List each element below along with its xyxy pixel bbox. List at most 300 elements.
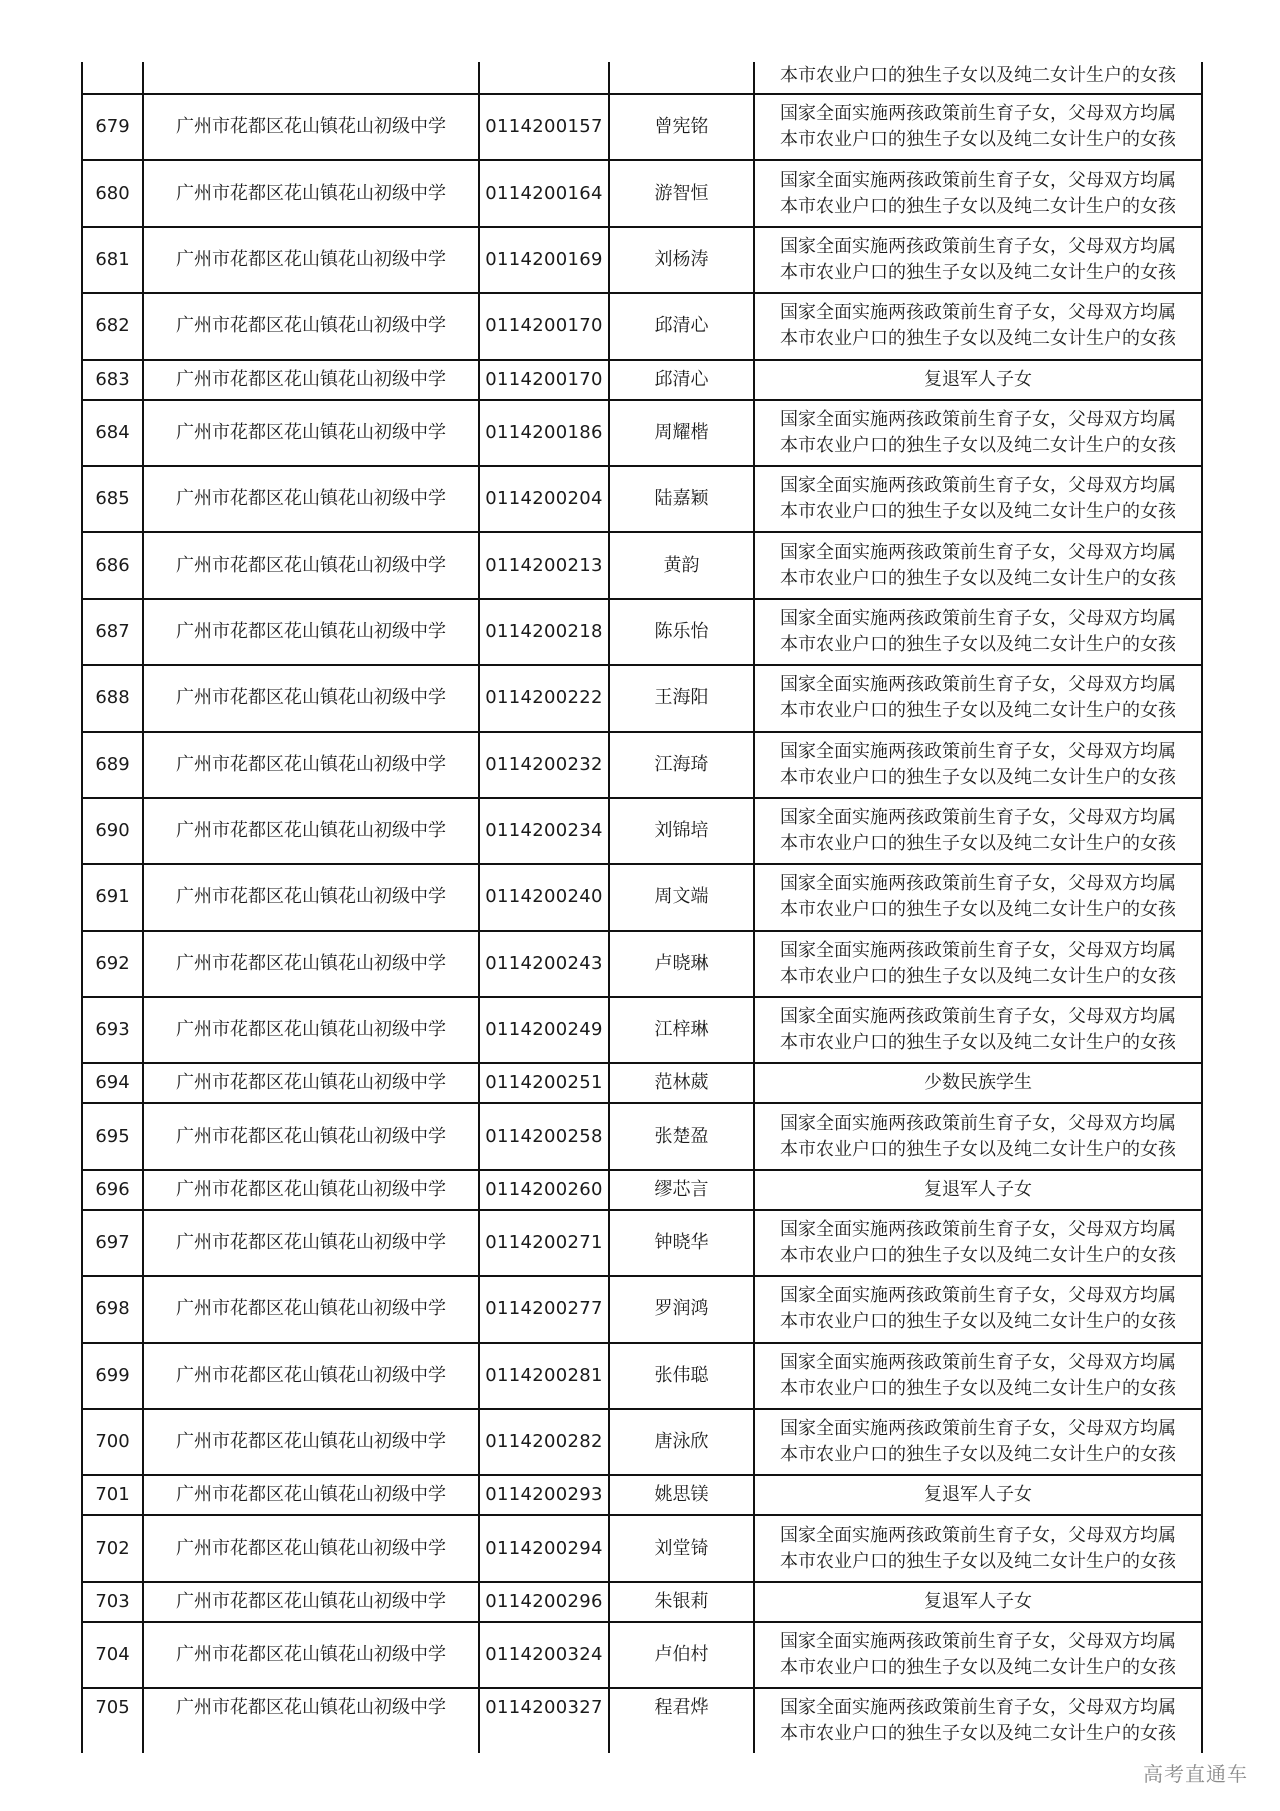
cell-no	[83, 1410, 144, 1474]
category-line-1: 复退军人子女	[924, 368, 1032, 390]
cell-no	[83, 95, 144, 159]
student-id: 0114200213	[485, 554, 603, 576]
school-name: 广州市花都区花山镇花山初级中学	[176, 1125, 446, 1147]
cell-no	[83, 865, 144, 929]
school-name: 广州市花都区花山镇花山初级中学	[176, 1697, 446, 1719]
category-line-1: 国家全面实施两孩政策前生育子女，父母双方均属	[780, 1351, 1176, 1373]
table-row	[83, 1277, 1201, 1343]
cell-name	[610, 533, 755, 597]
category-line-2: 本市农业户口的独生子女以及纯二女计生户的女孩	[780, 633, 1176, 655]
cell-no	[83, 1476, 144, 1514]
category-line-2: 本市农业户口的独生子女以及纯二女计生户的女孩	[780, 899, 1176, 921]
cell-school	[144, 294, 480, 358]
cell-student-id	[480, 294, 610, 358]
cell-no	[83, 1623, 144, 1687]
category-line-1: 国家全面实施两孩政策前生育子女，父母双方均属	[780, 1006, 1176, 1028]
category-line-1: 国家全面实施两孩政策前生育子女，父母双方均属	[780, 475, 1176, 497]
row-number: 684	[95, 421, 130, 443]
cell-school	[144, 932, 480, 996]
category-line-1: 国家全面实施两孩政策前生育子女，父母双方均属	[780, 873, 1176, 895]
category-line-1: 国家全面实施两孩政策前生育子女，父母双方均属	[780, 1631, 1176, 1652]
student-name: 张伟聪	[654, 1364, 709, 1386]
row-number: 704	[95, 1644, 130, 1665]
cell-no	[83, 294, 144, 358]
cell-no	[83, 161, 144, 225]
table-row	[83, 666, 1201, 732]
cell-name	[610, 932, 755, 996]
category-line-2: 本市农业户口的独生子女以及纯二女计生户的女孩	[780, 1444, 1176, 1466]
student-name: 刘锦培	[654, 820, 709, 842]
cell-category	[755, 1623, 1201, 1687]
row-number: 682	[95, 315, 130, 337]
category-line-1: 国家全面实施两孩政策前生育子女，父母双方均属	[780, 1524, 1176, 1546]
cell-student-id	[480, 865, 610, 929]
cell-name	[610, 294, 755, 358]
category-line-1: 少数民族学生	[924, 1072, 1032, 1094]
category-line-1: 国家全面实施两孩政策前生育子女，父母双方均属	[780, 1697, 1176, 1719]
cell-category	[755, 161, 1201, 225]
row-number: 697	[95, 1232, 130, 1254]
student-id: 0114200170	[485, 315, 603, 337]
school-name: 广州市花都区花山镇花山初级中学	[176, 1537, 446, 1559]
school-name: 广州市花都区花山镇花山初级中学	[176, 1431, 446, 1453]
cell-school	[144, 666, 480, 730]
cell-category	[755, 1171, 1201, 1209]
cell-name	[610, 1277, 755, 1341]
cell-category	[755, 1344, 1201, 1408]
category-line-2: 本市农业户口的独生子女以及纯二女计生户的女孩	[780, 1138, 1176, 1160]
category-line-1: 复退军人子女	[924, 1590, 1032, 1612]
cell-no	[83, 533, 144, 597]
category-line-2: 本市农业户口的独生子女以及纯二女计生户的女孩	[780, 567, 1176, 589]
cell-name	[610, 1583, 755, 1621]
cell-no	[83, 1344, 144, 1408]
cell-school	[144, 1104, 480, 1168]
category-line-1: 国家全面实施两孩政策前生育子女，父母双方均属	[780, 939, 1176, 961]
cell-category	[755, 361, 1201, 399]
student-name: 卢伯村	[654, 1644, 709, 1665]
cell-student-id	[480, 361, 610, 399]
student-name: 邱清心	[654, 368, 709, 390]
school-name: 广州市花都区花山镇花山初级中学	[176, 886, 446, 908]
cell-category	[755, 62, 1201, 93]
cell-name	[610, 600, 755, 664]
cell-category	[755, 799, 1201, 863]
student-id: 0114200281	[485, 1364, 603, 1386]
cell-no	[83, 1583, 144, 1621]
category-line-2: 本市农业户口的独生子女以及纯二女计生户的女孩	[780, 1377, 1176, 1399]
category-line-2: 本市农业户口的独生子女以及纯二女计生户的女孩	[780, 1311, 1176, 1333]
cell-no	[83, 361, 144, 399]
category-line-2: 本市农业户口的独生子女以及纯二女计生户的女孩	[780, 195, 1176, 217]
cell-school	[144, 533, 480, 597]
table-row	[83, 1064, 1201, 1104]
category-line-1: 复退军人子女	[924, 1484, 1032, 1506]
cell-school	[144, 401, 480, 465]
cell-school	[144, 1344, 480, 1408]
student-name: 王海阳	[654, 687, 709, 709]
cell-no	[83, 467, 144, 531]
cell-no	[83, 733, 144, 797]
cell-school	[144, 865, 480, 929]
cell-school	[144, 228, 480, 292]
category-line-1: 国家全面实施两孩政策前生育子女，父母双方均属	[780, 1418, 1176, 1440]
student-id: 0114200296	[485, 1590, 603, 1612]
cell-no	[83, 1064, 144, 1102]
cell-school	[144, 1689, 480, 1753]
cell-name	[610, 62, 755, 93]
cell-school	[144, 600, 480, 664]
cell-student-id	[480, 1344, 610, 1408]
school-name: 广州市花都区花山镇花山初级中学	[176, 1298, 446, 1320]
school-name: 广州市花都区花山镇花山初级中学	[176, 315, 446, 337]
student-name: 周耀楷	[654, 421, 709, 443]
student-id: 0114200243	[485, 952, 603, 974]
cell-school	[144, 1623, 480, 1687]
category-line-2: 本市农业户口的独生子女以及纯二女计生户的女孩	[780, 129, 1176, 151]
cell-category	[755, 1516, 1201, 1580]
row-number: 687	[95, 620, 130, 642]
cell-school	[144, 1211, 480, 1275]
cell-category	[755, 1211, 1201, 1275]
cell-category	[755, 1064, 1201, 1102]
cell-name	[610, 666, 755, 730]
row-number: 681	[95, 248, 130, 270]
student-id: 0114200164	[485, 182, 603, 204]
cell-student-id	[480, 733, 610, 797]
row-number: 683	[95, 368, 130, 390]
school-name: 广州市花都区花山镇花山初级中学	[176, 1019, 446, 1041]
student-name: 姚思镁	[654, 1484, 709, 1506]
category-line-1: 国家全面实施两孩政策前生育子女，父母双方均属	[780, 1219, 1176, 1241]
cell-category	[755, 294, 1201, 358]
cell-no	[83, 62, 144, 93]
row-number: 689	[95, 753, 130, 775]
category-line-2: 本市农业户口的独生子女以及纯二女计生户的女孩	[780, 833, 1176, 855]
row-number: 705	[95, 1697, 130, 1719]
table-row	[83, 401, 1201, 467]
student-id: 0114200294	[485, 1537, 603, 1559]
cell-name	[610, 1476, 755, 1514]
student-name: 曾宪铭	[654, 116, 709, 138]
cell-name	[610, 1064, 755, 1102]
table-row	[83, 533, 1201, 599]
school-name: 广州市花都区花山镇花山初级中学	[176, 488, 446, 510]
cell-category	[755, 932, 1201, 996]
school-name: 广州市花都区花山镇花山初级中学	[176, 368, 446, 390]
student-id: 0114200251	[485, 1072, 603, 1094]
student-id: 0114200170	[485, 368, 603, 390]
school-name: 广州市花都区花山镇花山初级中学	[176, 620, 446, 642]
category-line-1: 国家全面实施两孩政策前生育子女，父母双方均属	[780, 235, 1176, 257]
table-row	[83, 294, 1201, 360]
cell-student-id	[480, 228, 610, 292]
student-id: 0114200186	[485, 421, 603, 443]
cell-name	[610, 1410, 755, 1474]
student-name: 游智恒	[654, 182, 709, 204]
cell-category	[755, 533, 1201, 597]
cell-school	[144, 361, 480, 399]
student-name: 缪芯言	[654, 1178, 709, 1200]
table-row	[83, 161, 1201, 227]
row-number: 685	[95, 488, 130, 510]
cell-name	[610, 998, 755, 1062]
row-number: 680	[95, 182, 130, 204]
cell-student-id	[480, 62, 610, 93]
cell-category	[755, 228, 1201, 292]
cell-category	[755, 733, 1201, 797]
cell-name	[610, 1516, 755, 1580]
cell-school	[144, 733, 480, 797]
cell-student-id	[480, 600, 610, 664]
student-name: 江梓琳	[654, 1019, 709, 1041]
cell-category	[755, 865, 1201, 929]
cell-student-id	[480, 1410, 610, 1474]
row-number: 699	[95, 1364, 130, 1386]
cell-category	[755, 998, 1201, 1062]
student-id: 0114200169	[485, 248, 603, 270]
cell-school	[144, 1171, 480, 1209]
cell-category	[755, 1277, 1201, 1341]
student-list-table	[81, 62, 1203, 1753]
cell-student-id	[480, 1476, 610, 1514]
category-line-1: 国家全面实施两孩政策前生育子女，父母双方均属	[780, 607, 1176, 629]
row-number: 679	[95, 116, 130, 138]
cell-student-id	[480, 998, 610, 1062]
table-row	[83, 361, 1201, 401]
student-id: 0114200282	[485, 1431, 603, 1453]
table-row	[83, 1689, 1201, 1753]
cell-student-id	[480, 467, 610, 531]
cell-name	[610, 865, 755, 929]
cell-no	[83, 600, 144, 664]
cell-school	[144, 1516, 480, 1580]
category-line-1: 国家全面实施两孩政策前生育子女，父母双方均属	[780, 103, 1176, 125]
cell-no	[83, 1104, 144, 1168]
cell-category	[755, 467, 1201, 531]
cell-category	[755, 1104, 1201, 1168]
cell-school	[144, 161, 480, 225]
student-name: 刘杨涛	[654, 248, 709, 270]
cell-no	[83, 932, 144, 996]
table-row	[83, 1476, 1201, 1516]
table-row	[83, 467, 1201, 533]
row-number: 700	[95, 1431, 130, 1453]
cell-name	[610, 799, 755, 863]
school-name: 广州市花都区花山镇花山初级中学	[176, 753, 446, 775]
school-name: 广州市花都区花山镇花山初级中学	[176, 952, 446, 974]
category-line-1: 国家全面实施两孩政策前生育子女，父母双方均属	[780, 674, 1176, 696]
student-name: 刘堂锜	[654, 1537, 709, 1559]
student-id: 0114200324	[485, 1644, 603, 1665]
cell-school	[144, 1476, 480, 1514]
cell-name	[610, 401, 755, 465]
school-name: 广州市花都区花山镇花山初级中学	[176, 116, 446, 138]
cell-no	[83, 1171, 144, 1209]
student-name: 钟晓华	[654, 1232, 709, 1254]
cell-category	[755, 666, 1201, 730]
student-name: 陈乐怡	[654, 620, 709, 642]
category-line-2: 本市农业户口的独生子女以及纯二女计生户的女孩	[780, 965, 1176, 987]
cell-category	[755, 401, 1201, 465]
category-line-2: 本市农业户口的独生子女以及纯二女计生户的女孩	[780, 1032, 1176, 1054]
category-line-1: 国家全面实施两孩政策前生育子女，父母双方均属	[780, 302, 1176, 324]
cell-student-id	[480, 1689, 610, 1753]
cell-name	[610, 733, 755, 797]
row-number: 693	[95, 1019, 130, 1041]
student-name: 江海琦	[654, 753, 709, 775]
cell-no	[83, 1689, 144, 1753]
student-name: 周文端	[654, 886, 709, 908]
student-name: 范林葳	[654, 1072, 709, 1094]
category-line-1: 国家全面实施两孩政策前生育子女，父母双方均属	[780, 1112, 1176, 1134]
category-line-2: 本市农业户口的独生子女以及纯二女计生户的女孩	[780, 434, 1176, 456]
cell-student-id	[480, 161, 610, 225]
table-row	[83, 1410, 1201, 1476]
table-row	[83, 865, 1201, 931]
cell-school	[144, 1410, 480, 1474]
category-line-1: 国家全面实施两孩政策前生育子女，父母双方均属	[780, 740, 1176, 762]
student-name: 陆嘉颖	[654, 488, 709, 510]
table-row	[83, 932, 1201, 998]
category-line-2: 本市农业户口的独生子女以及纯二女计生户的女孩	[780, 1550, 1176, 1572]
cell-category	[755, 1583, 1201, 1621]
cell-name	[610, 161, 755, 225]
student-name: 张楚盈	[654, 1125, 709, 1147]
category-line-2: 本市农业户口的独生子女以及纯二女计生户的女孩	[780, 328, 1176, 350]
cell-student-id	[480, 932, 610, 996]
category-line-2: 本市农业户口的独生子女以及纯二女计生户的女孩	[780, 700, 1176, 722]
cell-name	[610, 467, 755, 531]
cell-school	[144, 467, 480, 531]
cell-no	[83, 666, 144, 730]
row-number: 688	[95, 687, 130, 709]
row-number: 698	[95, 1298, 130, 1320]
cell-school	[144, 95, 480, 159]
category-line-2: 本市农业户口的独生子女以及纯二女计生户的女孩	[780, 1657, 1176, 1678]
cell-school	[144, 62, 480, 93]
student-id: 0114200277	[485, 1298, 603, 1320]
category-line-2: 本市农业户口的独生子女以及纯二女计生户的女孩	[780, 261, 1176, 283]
school-name: 广州市花都区花山镇花山初级中学	[176, 1644, 446, 1665]
school-name: 广州市花都区花山镇花山初级中学	[176, 820, 446, 842]
student-name: 卢晓琳	[654, 952, 709, 974]
table-row-continued	[83, 62, 1201, 95]
row-number: 695	[95, 1125, 130, 1147]
student-name: 程君烨	[654, 1697, 709, 1719]
row-number: 686	[95, 554, 130, 576]
student-id: 0114200271	[485, 1232, 603, 1254]
cell-name	[610, 1211, 755, 1275]
student-id: 0114200204	[485, 488, 603, 510]
student-id: 0114200222	[485, 687, 603, 709]
student-id: 0114200232	[485, 753, 603, 775]
school-name: 广州市花都区花山镇花山初级中学	[176, 1232, 446, 1254]
cell-name	[610, 228, 755, 292]
table-row	[83, 1171, 1201, 1211]
category-line: 本市农业户口的独生子女以及纯二女计生户的女孩	[780, 65, 1176, 86]
cell-student-id	[480, 1104, 610, 1168]
student-id: 0114200234	[485, 820, 603, 842]
category-line-1: 国家全面实施两孩政策前生育子女，父母双方均属	[780, 408, 1176, 430]
table-row	[83, 1516, 1201, 1582]
table-row	[83, 998, 1201, 1064]
cell-no	[83, 799, 144, 863]
row-number: 696	[95, 1178, 130, 1200]
cell-name	[610, 1104, 755, 1168]
cell-name	[610, 1171, 755, 1209]
cell-name	[610, 1623, 755, 1687]
cell-name	[610, 1689, 755, 1753]
cell-category	[755, 600, 1201, 664]
category-line-1: 国家全面实施两孩政策前生育子女，父母双方均属	[780, 1285, 1176, 1307]
cell-student-id	[480, 95, 610, 159]
row-number: 692	[95, 952, 130, 974]
table-row	[83, 1623, 1201, 1689]
school-name: 广州市花都区花山镇花山初级中学	[176, 1484, 446, 1506]
cell-name	[610, 361, 755, 399]
student-name: 邱清心	[654, 315, 709, 337]
school-name: 广州市花都区花山镇花山初级中学	[176, 248, 446, 270]
cell-category	[755, 1476, 1201, 1514]
school-name: 广州市花都区花山镇花山初级中学	[176, 421, 446, 443]
cell-category	[755, 1410, 1201, 1474]
row-number: 690	[95, 820, 130, 842]
row-number: 701	[95, 1484, 130, 1506]
student-id: 0114200249	[485, 1019, 603, 1041]
cell-student-id	[480, 1583, 610, 1621]
cell-student-id	[480, 1064, 610, 1102]
cell-category	[755, 95, 1201, 159]
table-row	[83, 1104, 1201, 1170]
table-row	[83, 228, 1201, 294]
student-id: 0114200258	[485, 1125, 603, 1147]
cell-student-id	[480, 1211, 610, 1275]
school-name: 广州市花都区花山镇花山初级中学	[176, 1072, 446, 1094]
cell-name	[610, 95, 755, 159]
student-id: 0114200293	[485, 1484, 603, 1506]
cell-student-id	[480, 1623, 610, 1687]
category-line-1: 国家全面实施两孩政策前生育子女，父母双方均属	[780, 807, 1176, 829]
table-row	[83, 1211, 1201, 1277]
cell-student-id	[480, 1516, 610, 1580]
cell-school	[144, 1277, 480, 1341]
school-name: 广州市花都区花山镇花山初级中学	[176, 1590, 446, 1612]
table-row	[83, 733, 1201, 799]
school-name: 广州市花都区花山镇花山初级中学	[176, 1364, 446, 1386]
student-id: 0114200240	[485, 886, 603, 908]
row-number: 694	[95, 1072, 130, 1094]
cell-school	[144, 799, 480, 863]
school-name: 广州市花都区花山镇花山初级中学	[176, 687, 446, 709]
table-row	[83, 95, 1201, 161]
student-id: 0114200327	[485, 1697, 603, 1719]
student-name: 罗润鸿	[654, 1298, 709, 1320]
cell-student-id	[480, 1277, 610, 1341]
school-name: 广州市花都区花山镇花山初级中学	[176, 1178, 446, 1200]
row-number: 703	[95, 1590, 130, 1612]
row-number: 702	[95, 1537, 130, 1559]
cell-no	[83, 1211, 144, 1275]
student-name: 黄韵	[663, 554, 700, 576]
student-name: 唐泳欣	[654, 1431, 709, 1453]
table-row	[83, 1583, 1201, 1623]
category-line-2: 本市农业户口的独生子女以及纯二女计生户的女孩	[780, 766, 1176, 788]
cell-no	[83, 228, 144, 292]
student-id: 0114200218	[485, 620, 603, 642]
cell-student-id	[480, 401, 610, 465]
category-line-2: 本市农业户口的独生子女以及纯二女计生户的女孩	[780, 1723, 1176, 1745]
